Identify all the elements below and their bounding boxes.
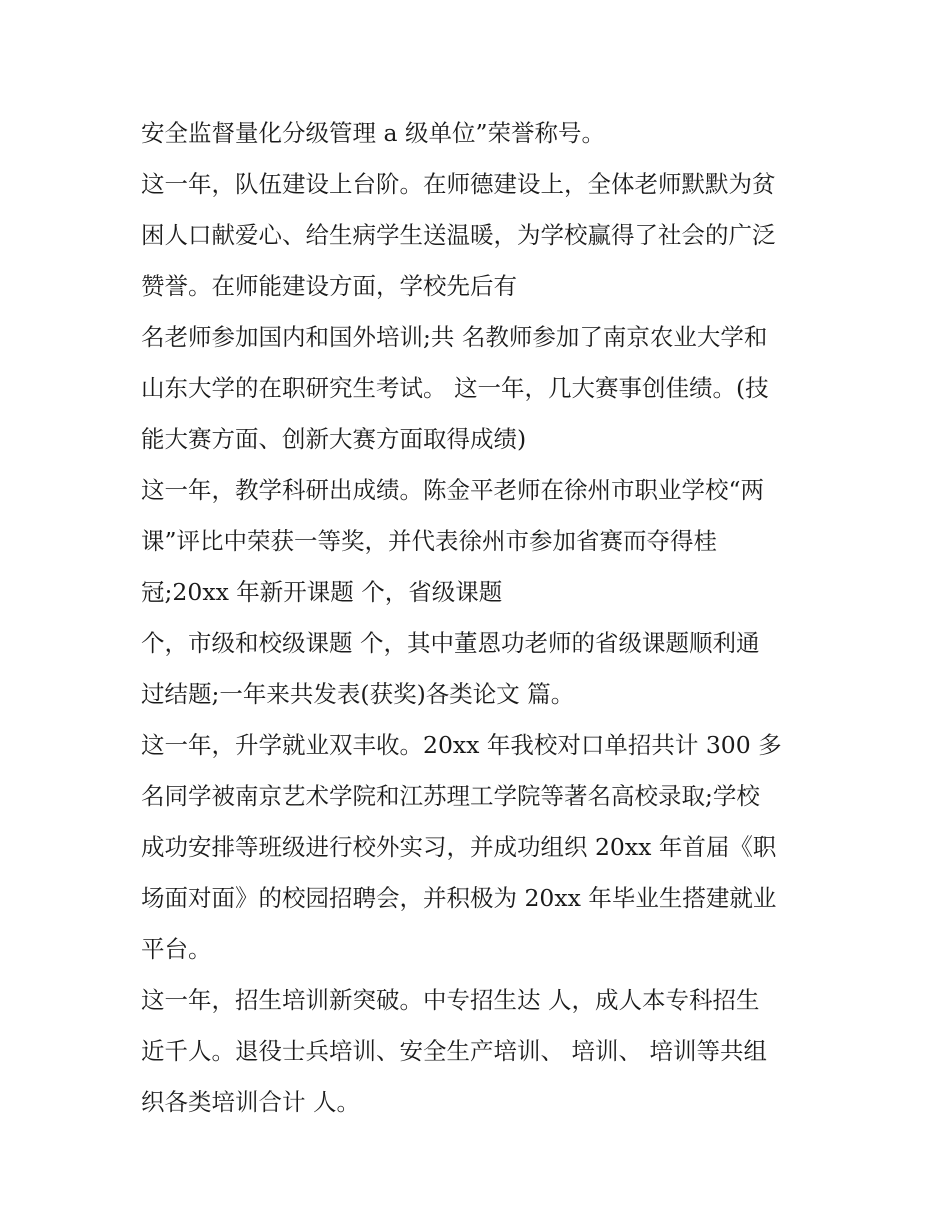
text-line: 安全监督量化分级管理 a 级单位”荣誉称号。 — [141, 119, 605, 147]
text-line: 平台。 — [141, 935, 212, 963]
text-line: 课”评比中荣获一等奖，并代表徐州市参加省赛而夺得桂 — [141, 527, 718, 555]
text-line: 能大赛方面、创新大赛方面取得成绩) — [141, 425, 527, 453]
document-body — [141, 108, 821, 1128]
text-line: 名老师参加国内和国外培训;共 名教师参加了南京农业大学和 — [141, 323, 768, 351]
text-line: 困人口献爱心、给生病学生送温暖，为学校赢得了社会的广泛 — [141, 221, 776, 249]
text-line: 赞誉。在师能建设方面，学校先后有 — [141, 272, 517, 300]
text-line: 个，市级和校级课题 个，其中董恩功老师的省级课题顺利通 — [141, 629, 760, 657]
text-line: 成功安排等班级进行校外实习，并成功组织 20xx 年首届《职 — [141, 833, 777, 861]
text-line: 这一年，教学科研出成绩。陈金平老师在徐州市职业学校“两 — [141, 476, 765, 504]
text-line: 近千人。退役士兵培训、安全生产培训、 培训、 培训等共组 — [141, 1037, 767, 1065]
text-line: 这一年，招生培训新突破。中专招生达 人，成人本专科招生 — [141, 986, 760, 1014]
text-line: 这一年，升学就业双丰收。20xx 年我校对口单招共计 300 多 — [141, 731, 782, 759]
text-line: 名同学被南京艺术学院和江苏理工学院等著名高校录取;学校 — [141, 782, 760, 810]
text-line: 过结题;一年来共发表(获奖)各类论文 篇。 — [141, 680, 575, 708]
text-line: 冠;20xx 年新开课题 个，省级课题 — [141, 578, 503, 606]
text-line: 场面对面》的校园招聘会，并积极为 20xx 年毕业生搭建就业 — [141, 884, 777, 912]
text-line: 山东大学的在职研究生考试。 这一年，几大赛事创佳绩。(技 — [141, 374, 769, 402]
text-line: 织各类培训合计 人。 — [141, 1088, 360, 1116]
text-line: 这一年，队伍建设上台阶。在师德建设上，全体老师默默为贫 — [141, 170, 776, 198]
